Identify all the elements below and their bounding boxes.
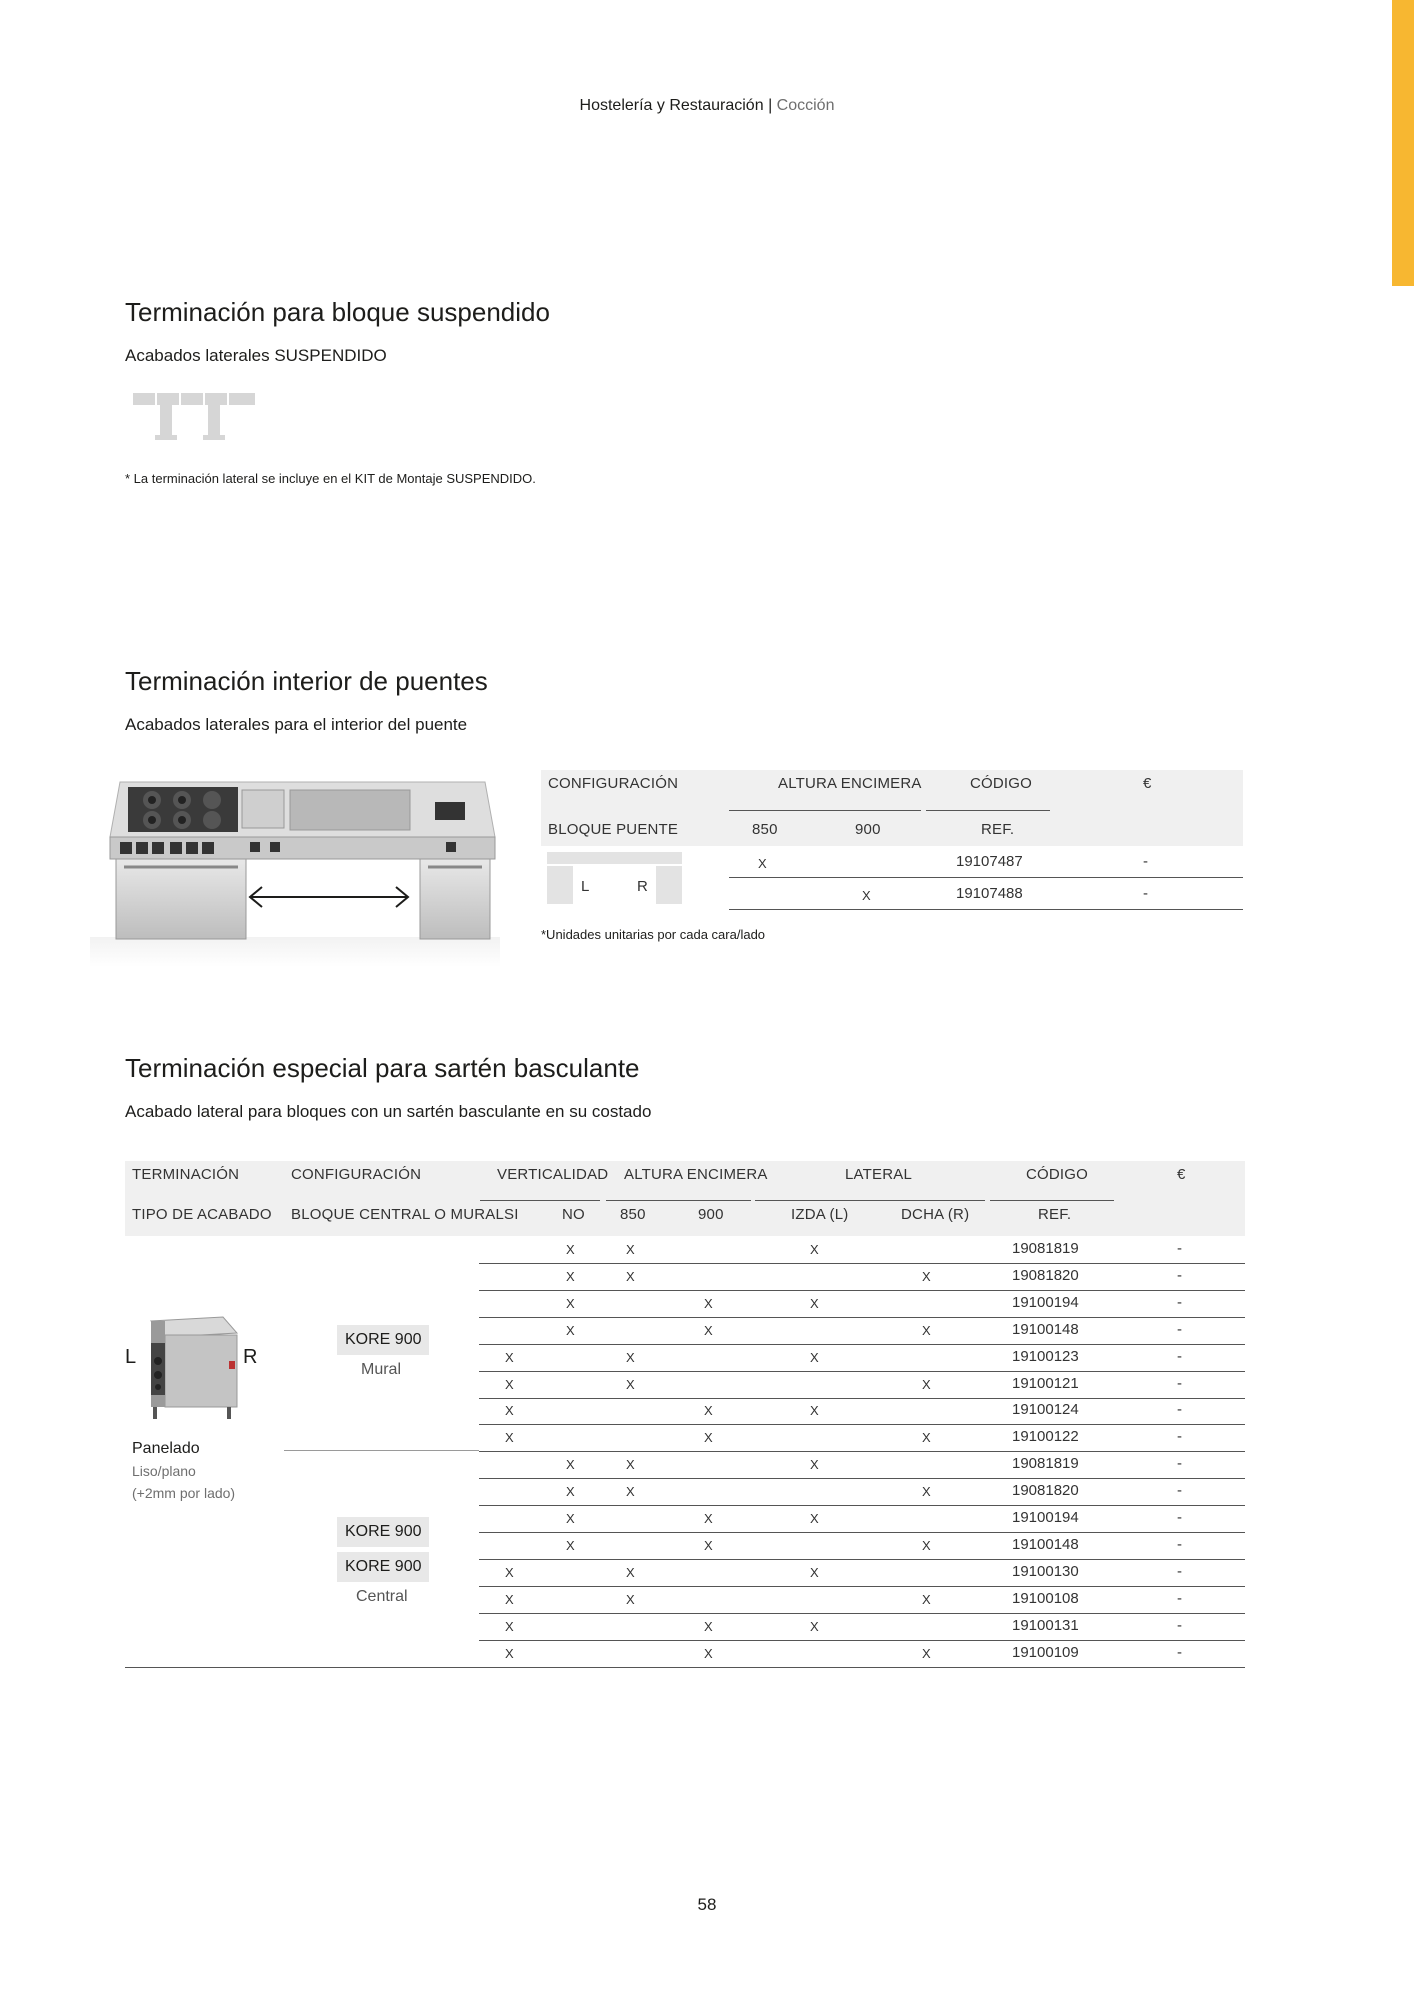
section1-note: * La terminación lateral se incluye en el KIT de Montaje SUSPENDIDO.	[125, 471, 536, 486]
tilting-row-price: -	[1177, 1563, 1182, 1580]
tilting-row-price: -	[1177, 1401, 1182, 1418]
tilting-th-altura: ALTURA ENCIMERA	[624, 1166, 768, 1183]
tilting-row-price: -	[1177, 1240, 1182, 1257]
tilting-row-si-mark: X	[505, 1565, 514, 1580]
tilting-row-ref: 19100108	[1012, 1590, 1079, 1607]
tilting-row-ref: 19100194	[1012, 1294, 1079, 1311]
tilting-row-price: -	[1177, 1590, 1182, 1607]
tilting-th-dcha: DCHA (R)	[901, 1206, 970, 1223]
tilting-row-dcha-mark: X	[922, 1484, 931, 1499]
tilting-th-tipo: TIPO DE ACABADO	[132, 1206, 272, 1223]
tilting-row-si-mark: X	[505, 1430, 514, 1445]
tilting-row-ref: 19100148	[1012, 1321, 1079, 1338]
tilting-row-rule	[479, 1451, 1245, 1452]
tilting-row-850-mark: X	[626, 1350, 635, 1365]
bridge-th-bloque: BLOQUE PUENTE	[548, 821, 679, 838]
tilting-th-configuracion: CONFIGURACIÓN	[291, 1166, 422, 1183]
tilting-row-rule	[479, 1344, 1245, 1345]
tilting-th-no: NO	[562, 1206, 585, 1223]
central-label: Central	[356, 1588, 408, 1605]
tilting-row-ref: 19100130	[1012, 1563, 1079, 1580]
tilting-th-verticalidad: VERTICALIDAD	[497, 1166, 609, 1183]
tilting-row-izda-mark: X	[810, 1457, 819, 1472]
tilting-finish-type: Liso/plano	[132, 1463, 196, 1479]
tilting-row-izda-mark: X	[810, 1296, 819, 1311]
bridge-codigo-underline	[926, 810, 1050, 811]
tilting-codigo-underline	[990, 1200, 1114, 1201]
tilting-row-izda-mark: X	[810, 1403, 819, 1418]
bridge-lr-diagram	[547, 852, 682, 904]
mural-label: Mural	[361, 1361, 402, 1378]
tilting-finish-extra: (+2mm por lado)	[132, 1485, 236, 1501]
tilting-row-ref: 19100148	[1012, 1536, 1079, 1553]
tilting-row-no-mark: X	[566, 1538, 575, 1553]
tilting-pan-image	[143, 1313, 239, 1423]
tilting-th-terminacion: TERMINACIÓN	[132, 1166, 240, 1183]
tilting-row-rule	[479, 1371, 1245, 1372]
tilting-product-letter-l: L	[125, 1346, 137, 1368]
bridge-diagram-left	[547, 866, 573, 904]
tilting-row-ref: 19100194	[1012, 1509, 1079, 1526]
tilting-row-850-mark: X	[626, 1484, 635, 1499]
tilting-row-dcha-mark: X	[922, 1269, 931, 1284]
tilting-row-dcha-mark: X	[922, 1592, 931, 1607]
bridge-row-ref: 19107488	[956, 885, 1023, 902]
tilting-lateral-underline	[755, 1200, 985, 1201]
tilting-row-rule	[479, 1290, 1245, 1291]
tilting-row-si-mark: X	[505, 1592, 514, 1607]
tilting-row-si-mark: X	[505, 1350, 514, 1365]
section2-subtitle: Acabados laterales para el interior del puente	[125, 715, 468, 734]
tilting-row-no-mark: X	[566, 1269, 575, 1284]
tilting-row-900-mark: X	[704, 1323, 713, 1338]
bridge-row-price: -	[1143, 885, 1148, 902]
tilting-row-no-mark: X	[566, 1484, 575, 1499]
tilting-row-price: -	[1177, 1267, 1182, 1284]
header-category: Hostelería y Restauración	[579, 97, 764, 114]
page-header	[0, 97, 1414, 115]
tilting-row-dcha-mark: X	[922, 1430, 931, 1445]
tilting-row-ref: 19081819	[1012, 1240, 1079, 1257]
tilting-altura-underline	[606, 1200, 751, 1201]
suspended-finish-icon	[133, 393, 255, 443]
tilting-th-bloque: BLOQUE CENTRAL O MURAL	[291, 1206, 505, 1223]
tilting-row-850-mark: X	[626, 1377, 635, 1392]
tilting-row-900-mark: X	[704, 1619, 713, 1634]
tilting-row-850-mark: X	[626, 1565, 635, 1580]
bridge-th-euro: €	[1143, 775, 1152, 792]
tilting-th-850: 850	[620, 1206, 646, 1223]
tilting-row-dcha-mark: X	[922, 1377, 931, 1392]
tilting-row-price: -	[1177, 1617, 1182, 1634]
central-model-badge-a: KORE 900	[337, 1517, 429, 1547]
tilting-row-850-mark: X	[626, 1242, 635, 1257]
tilting-row-rule	[479, 1532, 1245, 1533]
section3-title: Terminación especial para sartén basculante	[125, 1053, 640, 1083]
header-separator: |	[768, 97, 773, 114]
bridge-row-850-mark: X	[758, 856, 767, 871]
tilting-row-900-mark: X	[704, 1538, 713, 1553]
section2-title: Terminación interior de puentes	[125, 666, 488, 696]
tilting-row-900-mark: X	[704, 1511, 713, 1526]
tilting-row-rule	[479, 1424, 1245, 1425]
tilting-row-rule	[479, 1559, 1245, 1560]
tilting-row-no-mark: X	[566, 1242, 575, 1257]
tilting-row-si-mark: X	[505, 1646, 514, 1661]
tilting-row-si-mark: X	[505, 1619, 514, 1634]
tilting-finish-name: Panelado	[132, 1440, 200, 1457]
tilting-th-codigo: CÓDIGO	[1026, 1166, 1089, 1183]
central-model-badge-b: KORE 900	[337, 1552, 429, 1582]
bridge-row-900-mark: X	[862, 888, 871, 903]
tilting-row-izda-mark: X	[810, 1350, 819, 1365]
tilting-row-ref: 19100109	[1012, 1644, 1079, 1661]
header-section: Cocción	[776, 97, 835, 114]
tilting-row-900-mark: X	[704, 1296, 713, 1311]
tilting-row-850-mark: X	[626, 1592, 635, 1607]
tilting-row-price: -	[1177, 1348, 1182, 1365]
bridge-th-altura: ALTURA ENCIMERA	[778, 775, 922, 792]
tilting-row-dcha-mark: X	[922, 1646, 931, 1661]
tilting-row-price: -	[1177, 1644, 1182, 1661]
tilting-row-rule	[479, 1398, 1245, 1399]
bridge-th-900: 900	[855, 821, 881, 838]
tilting-th-izda: IZDA (L)	[791, 1206, 849, 1223]
accent-bar	[1392, 0, 1414, 286]
tilting-row-no-mark: X	[566, 1457, 575, 1472]
bridge-diagram-r: R	[637, 878, 648, 895]
tilting-row-rule	[479, 1263, 1245, 1264]
section3-subtitle: Acabado lateral para bloques con un sartén basculante en su costado	[125, 1102, 652, 1121]
bridge-product-image	[90, 762, 510, 972]
tilting-row-price: -	[1177, 1428, 1182, 1445]
tilting-row-izda-mark: X	[810, 1619, 819, 1634]
tilting-row-850-mark: X	[626, 1457, 635, 1472]
tilting-row-rule	[479, 1613, 1245, 1614]
tilting-row-price: -	[1177, 1509, 1182, 1526]
tilting-row-ref: 19100122	[1012, 1428, 1079, 1445]
section1-title: Terminación para bloque suspendido	[125, 297, 550, 327]
tilting-row-izda-mark: X	[810, 1511, 819, 1526]
bridge-th-codigo: CÓDIGO	[970, 775, 1033, 792]
bridge-row-price: -	[1143, 853, 1148, 870]
bridge-th-850: 850	[752, 821, 778, 838]
tilting-row-dcha-mark: X	[922, 1538, 931, 1553]
tilting-row-rule	[479, 1317, 1245, 1318]
tilting-row-si-mark: X	[505, 1403, 514, 1418]
tilting-row-price: -	[1177, 1375, 1182, 1392]
tilting-row-price: -	[1177, 1294, 1182, 1311]
bridge-th-configuracion: CONFIGURACIÓN	[548, 775, 679, 792]
tilting-row-ref: 19081820	[1012, 1482, 1079, 1499]
bridge-altura-underline	[729, 810, 921, 811]
tilting-row-price: -	[1177, 1482, 1182, 1499]
tilting-row-rule	[479, 1586, 1245, 1587]
bridge-row-ref: 19107487	[956, 853, 1023, 870]
tilting-row-price: -	[1177, 1455, 1182, 1472]
bridge-th-ref: REF.	[981, 821, 1015, 838]
tilting-product-letter-r: R	[243, 1346, 258, 1368]
tilting-row-izda-mark: X	[810, 1242, 819, 1257]
mural-central-divider	[284, 1450, 479, 1451]
tilting-row-izda-mark: X	[810, 1565, 819, 1580]
tilting-row-si-mark: X	[505, 1377, 514, 1392]
tilting-row-900-mark: X	[704, 1646, 713, 1661]
mural-model-badge: KORE 900	[337, 1325, 429, 1355]
page-number: 58	[697, 1895, 717, 1914]
tilting-th-900: 900	[698, 1206, 724, 1223]
tilting-row-900-mark: X	[704, 1430, 713, 1445]
tilting-row-ref: 19100131	[1012, 1617, 1079, 1634]
tilting-row-no-mark: X	[566, 1511, 575, 1526]
tilting-row-rule	[479, 1505, 1245, 1506]
tilting-th-si: SI	[504, 1206, 519, 1223]
tilting-th-lateral: LATERAL	[845, 1166, 912, 1183]
bridge-diagram-right	[656, 866, 682, 904]
tilting-row-ref: 19100123	[1012, 1348, 1079, 1365]
tilting-row-dcha-mark: X	[922, 1323, 931, 1338]
bridge-diagram-top	[547, 852, 682, 864]
tilting-row-price: -	[1177, 1321, 1182, 1338]
tilting-row-no-mark: X	[566, 1296, 575, 1311]
section2-note: *Unidades unitarias por cada cara/lado	[541, 927, 766, 942]
section1-subtitle: Acabados laterales SUSPENDIDO	[125, 346, 387, 365]
tilting-th-euro: €	[1177, 1166, 1186, 1183]
tilting-row-no-mark: X	[566, 1323, 575, 1338]
tilting-row-ref: 19081819	[1012, 1455, 1079, 1472]
tilting-vert-underline	[480, 1200, 600, 1201]
tilting-row-850-mark: X	[626, 1269, 635, 1284]
tilting-row-price: -	[1177, 1536, 1182, 1553]
tilting-row-rule	[479, 1478, 1245, 1479]
tilting-row-ref: 19100121	[1012, 1375, 1079, 1392]
tilting-th-ref: REF.	[1038, 1206, 1072, 1223]
bridge-diagram-l: L	[581, 878, 590, 895]
bridge-row-rule	[729, 909, 1243, 910]
tilting-row-rule	[479, 1640, 1245, 1641]
tilting-row-ref: 19081820	[1012, 1267, 1079, 1284]
bridge-row-rule	[729, 877, 1243, 878]
tilting-row-ref: 19100124	[1012, 1401, 1079, 1418]
tilting-table-bottom-rule	[125, 1667, 1245, 1668]
tilting-row-900-mark: X	[704, 1403, 713, 1418]
